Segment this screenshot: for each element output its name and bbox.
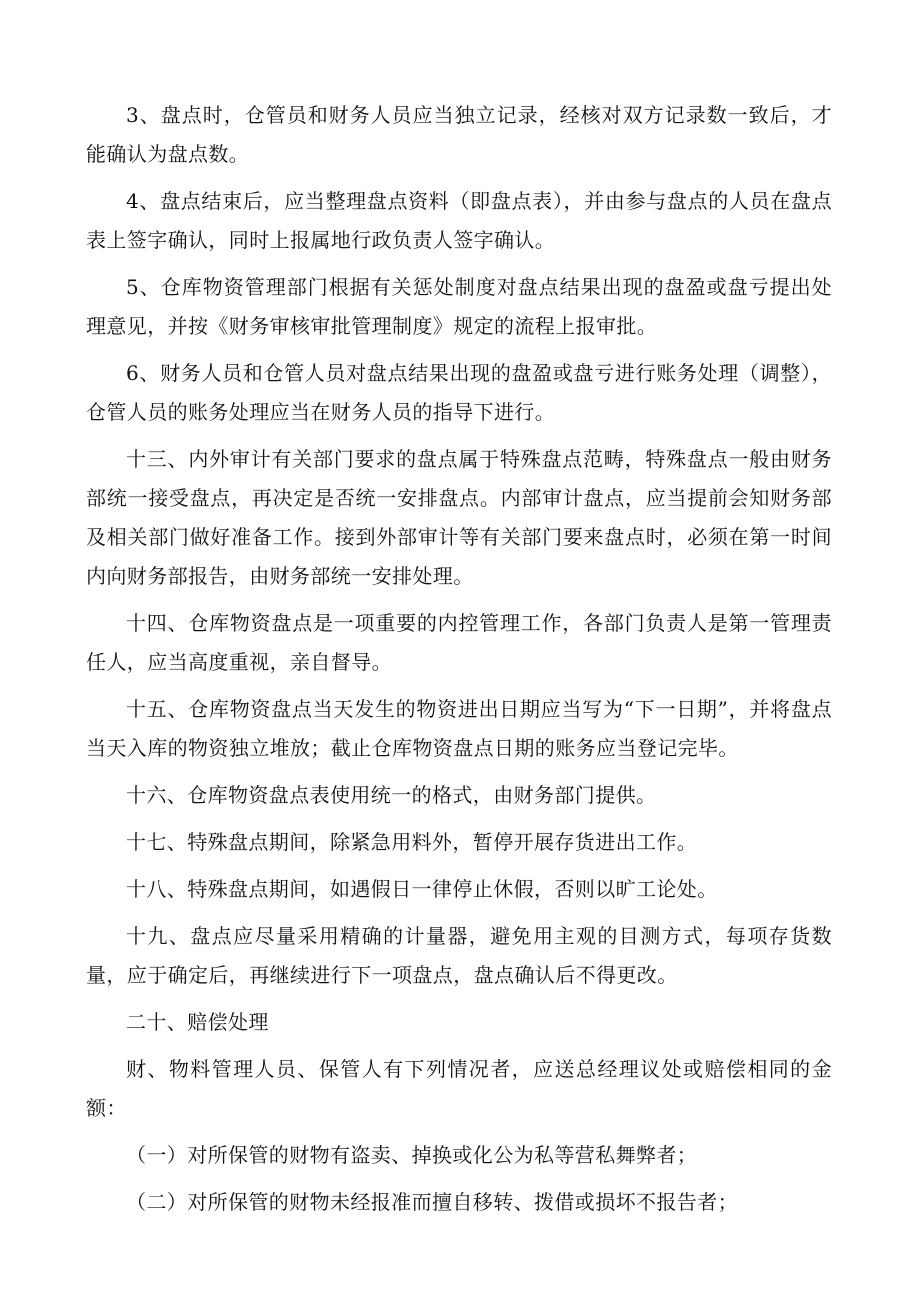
paragraph-section-16: 十六、仓库物资盘点表使用统一的格式，由财务部门提供。 <box>126 783 657 807</box>
paragraph-item-5: 5、仓库物资管理部门根据有关惩处制度对盘点结果出现的盘盈或盘亏提出处理意见，并按《财务审核审批管理制度》规定的流程上报审批。 <box>86 275 832 338</box>
paragraph-compensation-intro: 财、物料管理人员、保管人有下列情况者，应送总经理议处或赔偿相同的金额： <box>86 1057 832 1120</box>
paragraph-item-4: 4、盘点结束后，应当整理盘点资料（即盘点表），并由参与盘点的人员在盘点表上签字确认，同时上报属地行政负责人签字确认。 <box>86 189 832 252</box>
paragraph-item-6: 6、财务人员和仓管人员对盘点结果出现的盘盈或盘亏进行账务处理（调整），仓管人员的账务处理应当在财务人员的指导下进行。 <box>86 361 832 424</box>
paragraph-compensation-item-1: （一）对所保管的财物有盗卖、掉换或化公为私等营私舞弊者； <box>126 1143 698 1167</box>
paragraph-section-17: 十七、特殊盘点期间，除紧急用料外，暂停开展存货进出工作。 <box>126 830 698 854</box>
paragraph-compensation-item-2: （二）对所保管的财物未经报准而擅自移转、拨借或损坏不报告者； <box>126 1190 738 1214</box>
paragraph-section-19: 十九、盘点应尽量采用精确的计量器，避免用主观的目测方式，每项存货数量，应于确定后，再继续进行下一项盘点，盘点确认后不得更改。 <box>86 924 832 987</box>
paragraph-section-15: 十五、仓库物资盘点当天发生的物资进出日期应当写为“下一日期”，并将盘点当天入库的物资独立堆放；截止仓库物资盘点日期的账务应当登记完毕。 <box>86 697 832 760</box>
document-body <box>86 96 832 1222</box>
paragraph-item-3: 3、盘点时，仓管员和财务人员应当独立记录，经核对双方记录数一致后，才能确认为盘点数。 <box>86 103 832 166</box>
paragraph-section-13: 十三、内外审计有关部门要求的盘点属于特殊盘点范畴，特殊盘点一般由财务部统一接受盘点，再决定是否统一安排盘点。内部审计盘点，应当提前会知财务部及相关部门做好准备工作。接到外部审计等有关部门要来盘点时，必须在第一时间内向财务部报告，由财务部统一安排处理。 <box>86 447 832 588</box>
paragraph-section-14: 十四、仓库物资盘点是一项重要的内控管理工作，各部门负责人是第一管理责任人，应当高度重视，亲自督导。 <box>86 611 832 674</box>
paragraph-section-18: 十八、特殊盘点期间，如遇假日一律停止休假，否则以旷工论处。 <box>126 877 718 901</box>
paragraph-section-20-heading: 二十、赔偿处理 <box>126 1010 269 1034</box>
